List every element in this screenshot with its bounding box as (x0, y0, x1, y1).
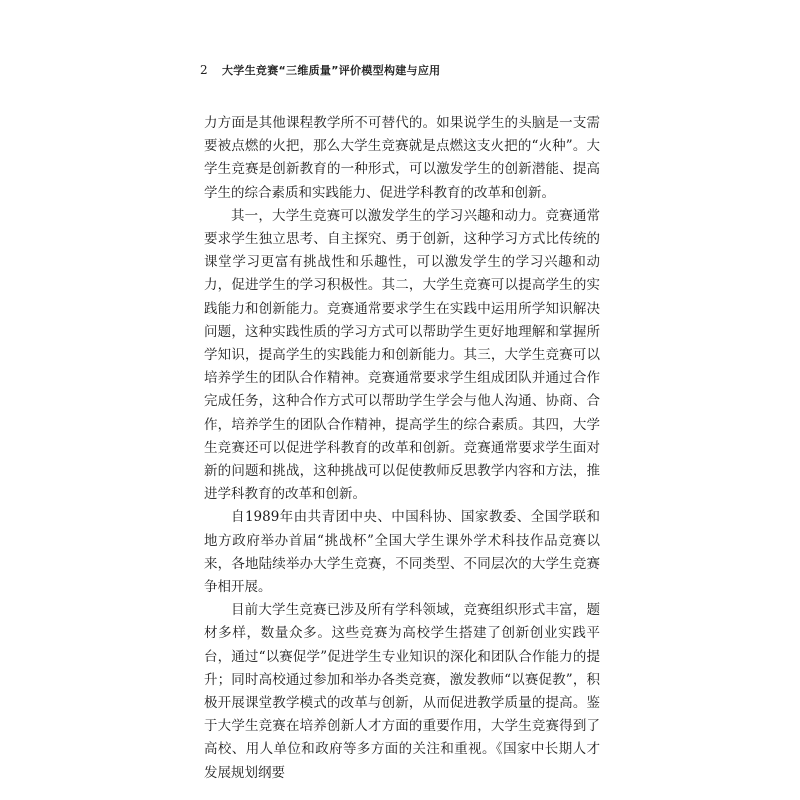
paragraph: 目前大学生竞赛已涉及所有学科领域，竞赛组织形式丰富，题材多样，数量众多。这些竞赛为高校学生搭建了创新创业实践平台，通过“以赛促学”促进学生专业知识的深化和团队合作能力的提升；同时高校通过参加和举办各类竞赛，激发教师“以赛促教”，积极开展课堂教学模式的改革与创新，从而促进教学质量的提高。鉴于大学生竞赛在培养创新人才方面的重要作用，大学生竞赛得到了高校、用人单位和政府等多方面的关注和重视。《国家中长期人才发展规划纲要 (204, 602, 600, 781)
book-title: 大学生竞赛“三维质量”评价模型构建与应用 (222, 64, 441, 77)
paragraph: 其一，大学生竞赛可以激发学生的学习兴趣和动力。竞赛通常要求学生独立思考、自主探究、勇于创新，这种学习方式比传统的课堂学习更富有挑战性和乐趣性，可以激发学生的学习兴趣和动力，促进学生的学习积极性。其二，大学生竞赛可以提高学生的实践能力和创新能力。竞赛通常要求学生在实践中运用所学知识解决问题，这种实践性质的学习方式可以帮助学生更好地理解和掌握所学知识，提高学生的实践能力和创新能力。其三，大学生竞赛可以培养学生的团队合作精神。竞赛通常要求学生组成团队并通过合作完成任务，这种合作方式可以帮助学生学会与他人沟通、协商、合作，培养学生的团队合作精神，提高学生的综合素质。其四，大学生竞赛还可以促进学科教育的改革和创新。竞赛通常要求学生面对新的问题和挑战，这种挑战可以促使教师反思教学内容和方法，推进学科教育的改革和创新。 (204, 207, 600, 503)
body-text (204, 112, 600, 785)
running-header (200, 60, 440, 80)
paragraph: 自1989年由共青团中央、中国科协、国家教委、全国学联和地方政府举办首届“挑战杯”全国大学生课外学术科技作品竞赛以来，各地陆续举办大学生竞赛，不同类型、不同层次的大学生竞赛争相开展。 (204, 509, 600, 596)
page-number: 2 (200, 63, 208, 77)
paragraph-continuation: 力方面是其他课程教学所不可替代的。如果说学生的头脑是一支需要被点燃的火把，那么大学生竞赛就是点燃这支火把的“火种”。大学生竞赛是创新教育的一种形式，可以激发学生的创新潜能、提高学生的综合素质和实践能力、促进学科教育的改革和创新。 (204, 115, 600, 201)
